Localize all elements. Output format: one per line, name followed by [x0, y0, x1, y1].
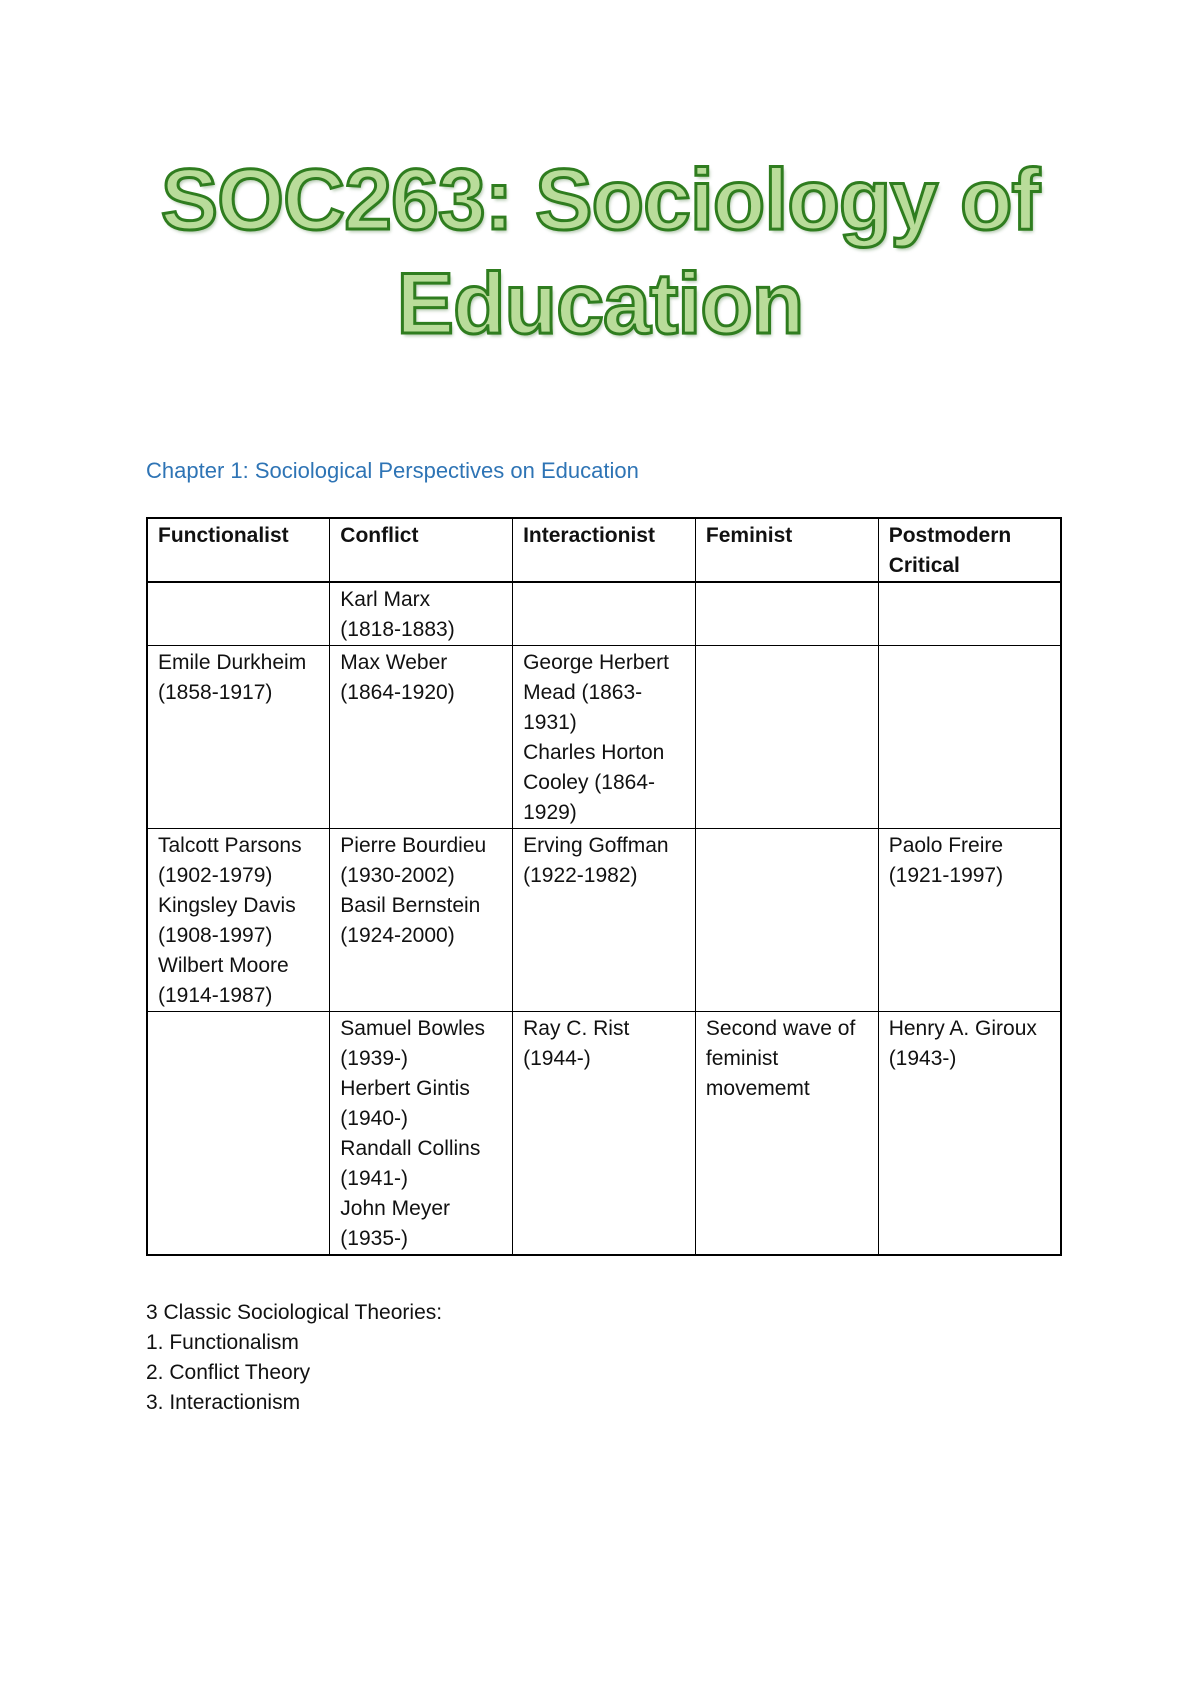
table-cell-feminist: [695, 1012, 878, 1256]
table-cell-postmodern-critical: [878, 1012, 1061, 1256]
table-cell-postmodern-critical: [878, 582, 1061, 646]
table-cell-interactionist: [513, 646, 696, 829]
cell-text-line: Henry A. Giroux: [888, 1017, 1037, 1040]
document-title: [150, 148, 1050, 356]
table-row: [147, 582, 1061, 646]
cell-text-line: (1922-1982): [523, 864, 638, 887]
table-cell-conflict: [330, 582, 513, 646]
theory-item: 3. Interactionism: [146, 1391, 301, 1414]
table-cell-conflict: [330, 1012, 513, 1256]
cell-text-line: Erving Goffman: [523, 834, 669, 857]
cell-text-line: Talcott Parsons: [158, 834, 302, 857]
header-interactionist: Interactionist: [513, 518, 696, 582]
header-conflict: Conflict: [330, 518, 513, 582]
table-cell-interactionist: [513, 1012, 696, 1256]
cell-text-line: George Herbert: [523, 651, 669, 674]
header-feminist: Feminist: [695, 518, 878, 582]
table-cell-conflict: [330, 646, 513, 829]
cell-text-line: Charles Horton: [523, 741, 665, 764]
table-cell-interactionist: [513, 829, 696, 1012]
header-functionalist: Functionalist: [147, 518, 330, 582]
cell-text-line: (1914-1987): [158, 984, 273, 1007]
document-title-line-1: SOC263: Sociology of: [160, 152, 1040, 248]
table-cell-conflict: [330, 829, 513, 1012]
table-row: [147, 1012, 1061, 1256]
cell-text-line: 1931): [523, 711, 577, 734]
theories-heading: 3 Classic Sociological Theories:: [146, 1301, 443, 1324]
table-cell-functionalist: [147, 829, 330, 1012]
cell-text-line: (1864-1920): [340, 681, 455, 704]
table-cell-functionalist: [147, 582, 330, 646]
cell-text-line: Herbert Gintis: [340, 1077, 470, 1100]
cell-text-line: (1908-1997): [158, 924, 273, 947]
table-cell-interactionist: [513, 582, 696, 646]
table-cell-functionalist: [147, 646, 330, 829]
cell-text-line: (1921-1997): [888, 864, 1004, 887]
cell-text-line: (1939-): [340, 1047, 408, 1070]
table-header-row: [147, 518, 1061, 582]
cell-text-line: (1940-): [340, 1107, 408, 1130]
cell-text-line: (1935-): [340, 1227, 408, 1250]
cell-text-line: Second wave of: [705, 1017, 856, 1040]
table-row: [147, 646, 1061, 829]
theory-item: 1. Functionalism: [146, 1331, 299, 1354]
header-postmodern-critical: Postmodern Critical: [878, 518, 1061, 582]
chapter-heading: Chapter 1: Sociological Perspectives on Education: [146, 458, 639, 483]
cell-text-line: Samuel Bowles: [340, 1017, 486, 1040]
cell-text-line: Emile Durkheim: [158, 651, 307, 674]
cell-text-line: movememt: [705, 1077, 810, 1100]
cell-text-line: Pierre Bourdieu: [340, 834, 487, 857]
table-cell-postmodern-critical: [878, 829, 1061, 1012]
cell-text-line: (1924-2000): [340, 924, 455, 947]
cell-text-line: Cooley (1864-: [523, 771, 655, 794]
cell-text-line: (1818-1883): [340, 618, 455, 641]
cell-text-line: Basil Bernstein: [340, 894, 481, 917]
table-cell-functionalist: [147, 1012, 330, 1256]
table-cell-feminist: [695, 829, 878, 1012]
cell-text-line: (1941-): [340, 1167, 408, 1190]
table-cell-feminist: [695, 582, 878, 646]
document-title-line-2: Education: [396, 256, 804, 352]
cell-text-line: Randall Collins: [340, 1137, 481, 1160]
table-cell-postmodern-critical: [878, 646, 1061, 829]
cell-text-line: (1902-1979): [158, 864, 273, 887]
cell-text-line: John Meyer: [340, 1197, 451, 1220]
cell-text-line: (1858-1917): [158, 681, 273, 704]
table-row: [147, 829, 1061, 1012]
cell-text-line: Paolo Freire: [888, 834, 1004, 857]
theory-item: 2. Conflict Theory: [146, 1361, 311, 1384]
cell-text-line: feminist: [705, 1047, 779, 1070]
perspectives-table: [146, 517, 1062, 1256]
cell-text-line: Mead (1863-: [523, 681, 643, 704]
cell-text-line: (1930-2002): [340, 864, 455, 887]
cell-text-line: Ray C. Rist: [523, 1017, 630, 1040]
cell-text-line: Karl Marx: [340, 588, 431, 611]
cell-text-line: Wilbert Moore: [158, 954, 289, 977]
cell-text-line: (1943-): [888, 1047, 957, 1070]
cell-text-line: Kingsley Davis: [158, 894, 296, 917]
classic-theories-list: [146, 1298, 442, 1418]
table-cell-feminist: [695, 646, 878, 829]
cell-text-line: (1944-): [523, 1047, 591, 1070]
cell-text-line: 1929): [523, 801, 577, 824]
cell-text-line: Max Weber: [340, 651, 448, 674]
